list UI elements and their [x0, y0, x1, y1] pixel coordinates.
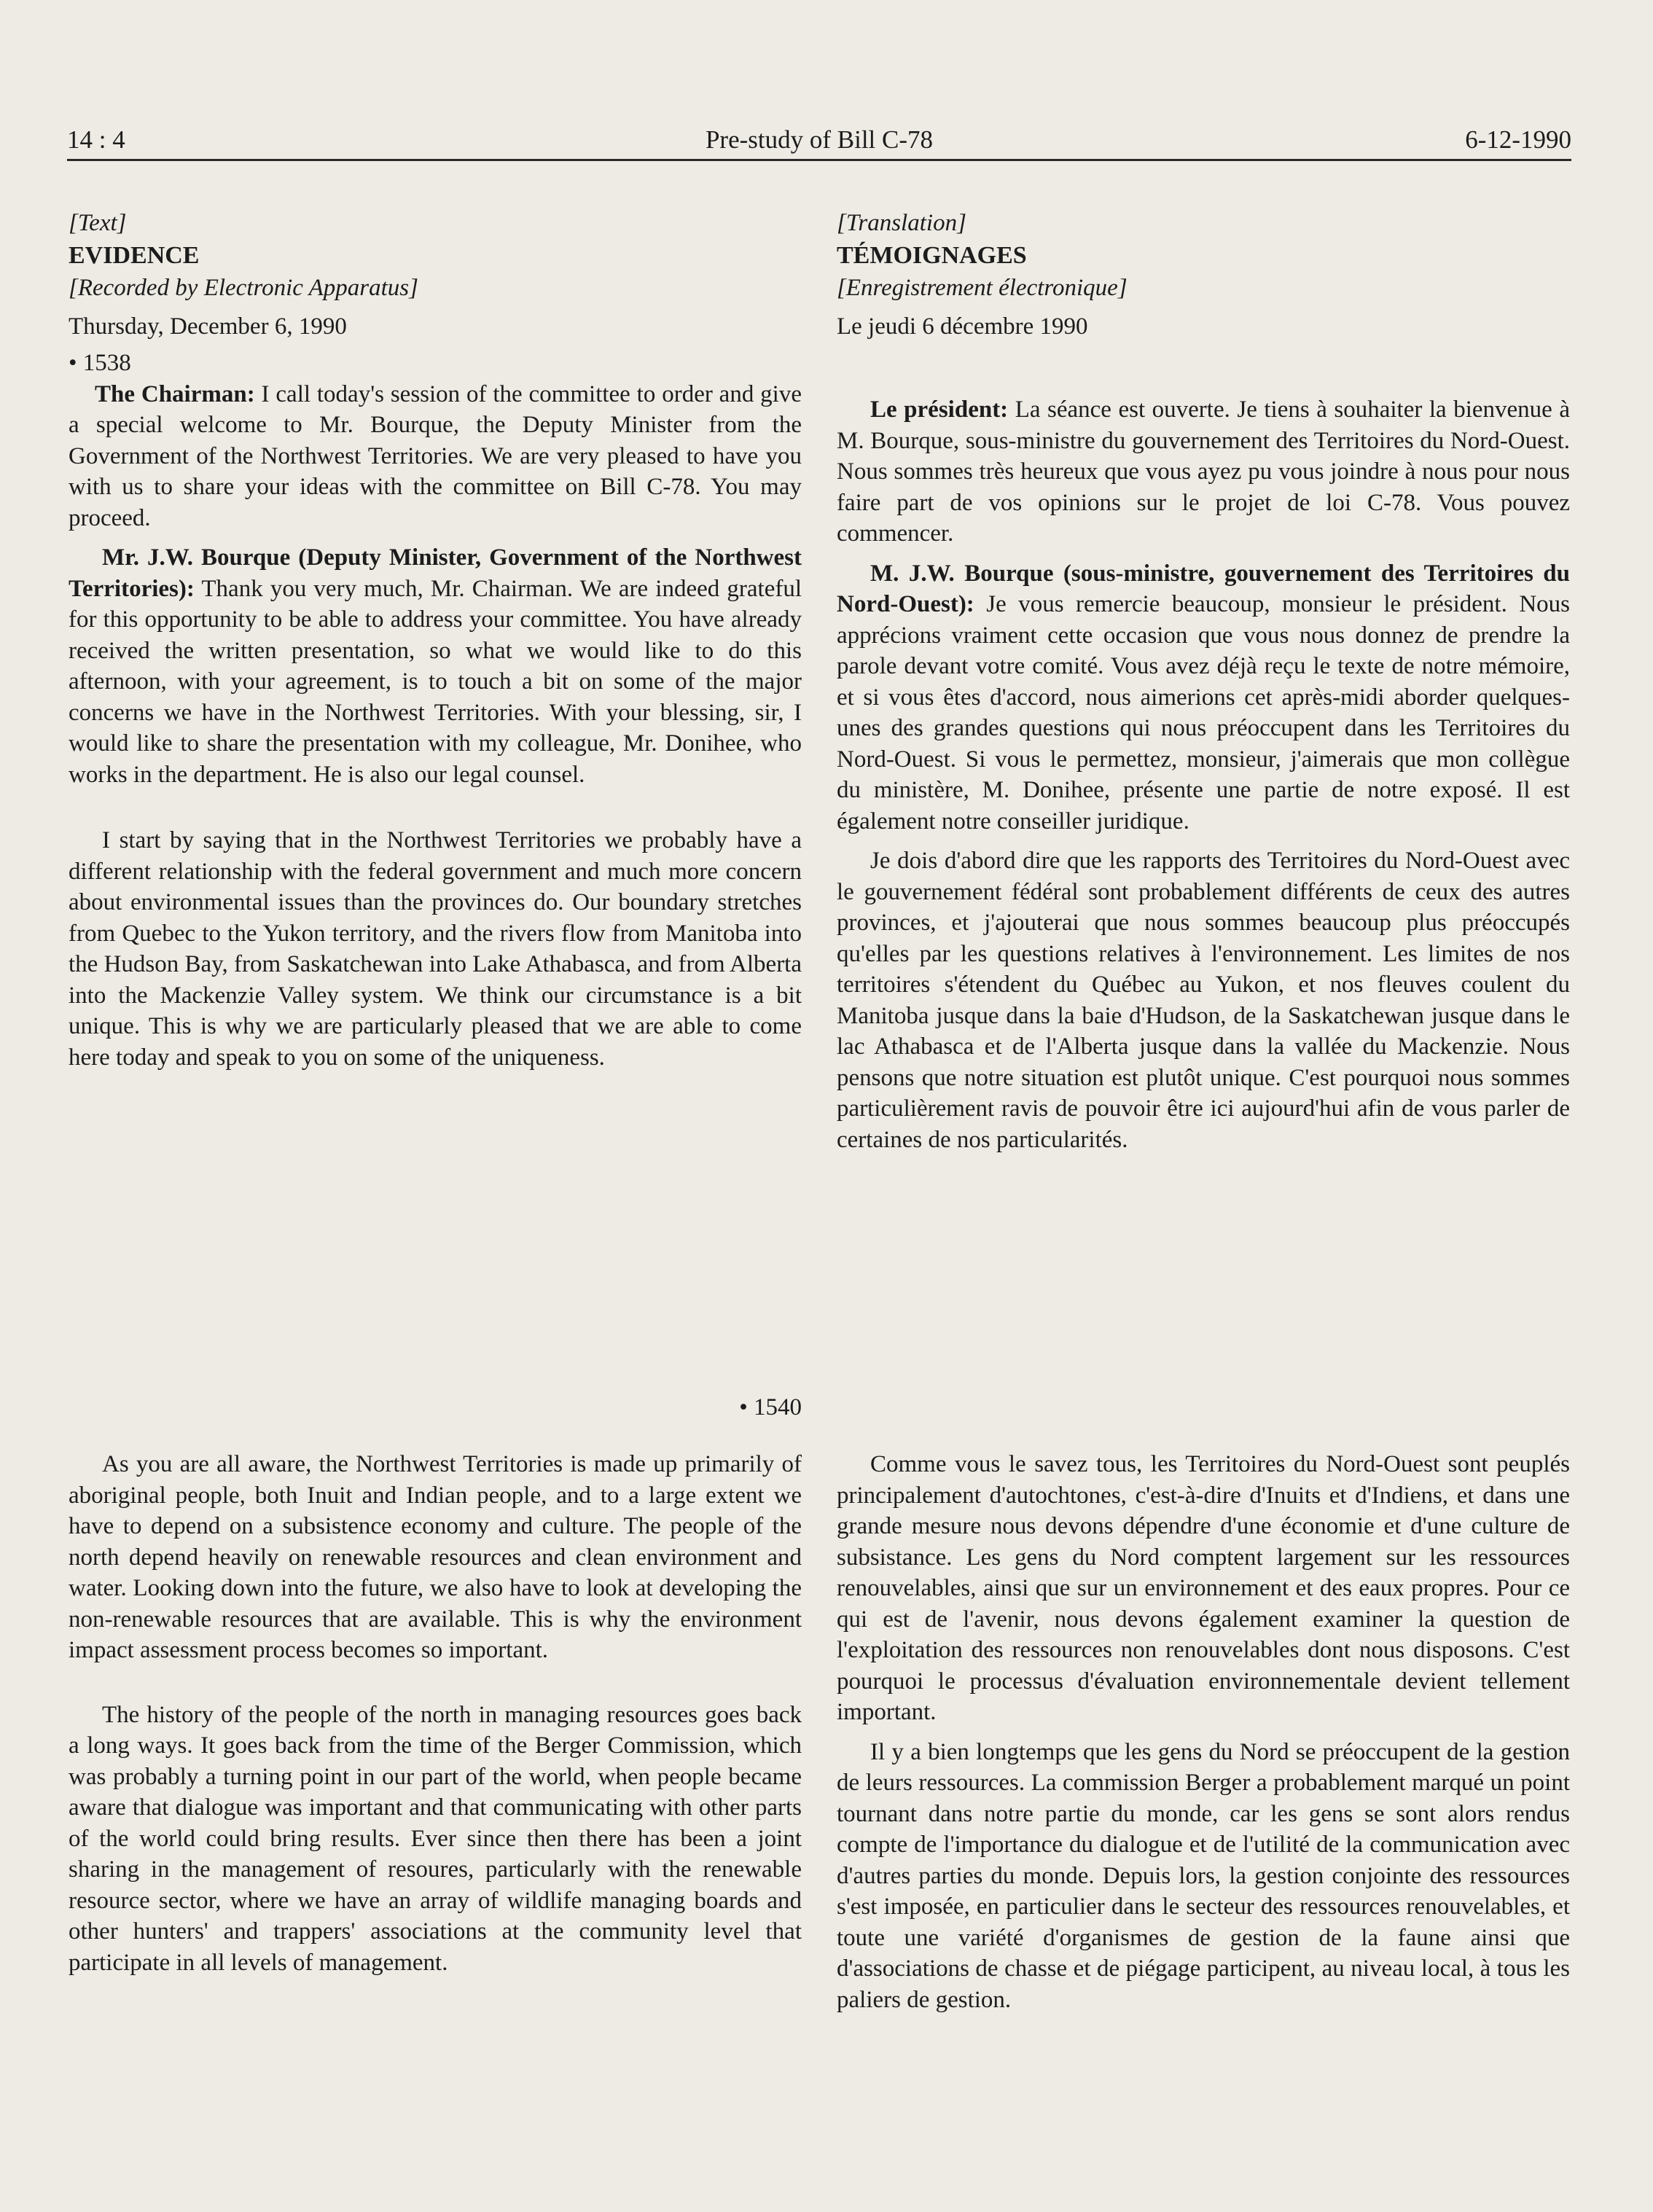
paragraph-text: Thank you very much, Mr. Chairman. We are indeed grateful for this opportunity to be able to address your committee. You have already received the written presentation, so what we would like to do this afternoon, with your agreement, is to touch a bit on some of the major concerns we have in the Northwest Territories. With your blessing, sir, I would like to share the presentation with my colleague, Mr. Donihee, who works in the department. He is also our legal counsel. [69, 575, 802, 788]
time-stamp: • 1540 [739, 1394, 802, 1420]
speaker-name: Le président: [870, 396, 1009, 423]
paragraph [837, 394, 1570, 550]
recorded-note: [Enregistrement électronique] [837, 275, 1128, 301]
french-lower [837, 1449, 1570, 2015]
evidence-heading: EVIDENCE [69, 241, 200, 269]
paragraph [837, 558, 1570, 837]
header-date: 6-12-1990 [1465, 125, 1571, 154]
time-stamp: • 1538 [69, 350, 131, 376]
session-date: Thursday, December 6, 1990 [69, 313, 347, 340]
text-tag: [Translation] [837, 210, 966, 236]
time-stamp-block [69, 1392, 802, 1423]
english-column [69, 208, 802, 1073]
paragraph-text: Je vous remercie beaucoup, monsieur le président. Nous apprécions vraiment cette occasion que vous nous donnez de prendre la parole devant votre comité. Vous avez déjà reçu le texte de notre mémoire, et si vous êtes d'accord, nous aimerions cet après-midi aborder quelques-unes des grandes questions qui nous préoccupent dans les Territoires du Nord-Ouest. Si vous le permettez, monsieur, j'aimerais que mon collègue du ministère, M. Donihee, présente une partie de notre exposé. Il est également notre conseiller juridique. [837, 591, 1570, 835]
paragraph: Comme vous le savez tous, les Territoires du Nord-Ouest sont peuplés principalement d'autochtones, c'est-à-dire d'Inuits et d'Indiens, et dans une grande mesure nous devons dépendre d'une économie et d'une culture de subsistance. Les gens du Nord comptent largement sur les ressources renouvelables, ainsi que sur un environnement et des eaux propres. Pour ce qui est de l'avenir, nous devons également examiner la question de l'exploitation des ressources non renouvelables dont nous disposons. C'est pourquoi le processus d'évaluation environnementale devient tellement important. [837, 1451, 1570, 1725]
paragraph: Il y a bien longtemps que les gens du Nord se préoccupent de la gestion de leurs ressources. La commission Berger a probablement marqué un point tournant dans notre partie du monde, car les gens se sont alors rendus compte de l'importance du dialogue et de l'utilité de la communication avec d'autres parties du monde. Depuis lors, la gestion conjointe des ressources s'est imposée, en particulier dans le secteur des ressources renouvelables, et toute une variété d'organismes de gestion de la faune ainsi que d'associations de chasse et de piégage participent, au niveau local, à tous les paliers de gestion. [837, 1738, 1570, 2013]
temoignages-heading: TÉMOIGNAGES [837, 241, 1027, 269]
page-number: 14 : 4 [67, 125, 125, 154]
paragraph-text: La séance est ouverte. Je tiens à souhaiter la bienvenue à M. Bourque, sous-ministre du gouvernement des Territoires du Nord-Ouest. Nous sommes très heureux que vous ayez pu vous joindre à nous pour nous faire part de vos opinions sur le projet de loi C-78. Vous pouvez commencer. [837, 396, 1570, 547]
paragraph-text: I call today's session of the committee to order and give a special welcome to Mr. Bourque, the Deputy Minister from the Government of the Northwest Territories. We are very pleased to have you with us to share your ideas with the committee on Bill C-78. You may proceed. [69, 380, 802, 531]
page-header [67, 117, 1571, 161]
speaker-name: Mr. J.W. Bourque (Deputy Minister, Government of the Northwest Territories): [69, 544, 802, 602]
paragraph: Je dois d'abord dire que les rapports des Territoires du Nord-Ouest avec le gouvernement fédéral sont probablement différents de ceux des autres provinces, et j'ajouterai que nous sommes beaucoup plus préoccupés qu'elles par les questions relatives à l'environnement. Les limites de nos territoires s'étendent du Québec au Yukon, et nos fleuves coulent du Manitoba jusque dans la baie d'Hudson, de la Saskatchewan jusque dans le lac Athabasca et de l'Alberta jusque dans la vallée du Mackenzie. Nous pensons que notre situation est plutôt unique. C'est pourquoi nous sommes particulièrement ravis de pouvoir être ici aujourd'hui afin de vous parler de certaines de nos particularités. [837, 848, 1570, 1153]
speaker-name: The Chairman: [95, 380, 255, 407]
french-column [837, 208, 1570, 1155]
text-tag: [Text] [69, 210, 127, 236]
speaker-name: M. J.W. Bourque (sous-ministre, gouvernement des Territoires du Nord-Ouest): [837, 560, 1570, 617]
recorded-note: [Recorded by Electronic Apparatus] [69, 275, 418, 301]
paragraph: I start by saying that in the Northwest Territories we probably have a different relationship with the federal government and much more concern about environmental issues than the provinces do. Our boundary stretches from Quebec to the Yukon territory, and the rivers flow from Manitoba into the Hudson Bay, from Saskatchewan into Lake Athabasca, and from Alberta into the Mackenzie Valley system. We think our circumstance is a bit unique. This is why we are particularly pleased that we are able to come here today and speak to you on some of the uniqueness. [69, 827, 802, 1071]
paragraph [69, 542, 802, 790]
running-title: Pre-study of Bill C-78 [705, 125, 934, 154]
session-date: Le jeudi 6 décembre 1990 [837, 313, 1088, 340]
paragraph: The history of the people of the north in managing resources goes back a long ways. It goes back from the time of the Berger Commission, which was probably a turning point in our part of the world, when people became aware that dialogue was important and that communicating with other parts of the world could bring results. Ever since then there has been a joint sharing in the management of resoures, particularly with the renewable resource sector, where we have an array of wildlife managing boards and other hunters' and trappers' associations at the community level that participate in all levels of management. [69, 1701, 802, 1976]
english-lower [69, 1449, 802, 1978]
paragraph: As you are all aware, the Northwest Territories is made up primarily of aboriginal people, both Inuit and Indian people, and to a large extent we have to depend on a subsistence economy and culture. The people of the north depend heavily on renewable resources and clean environment and water. Looking down into the future, we also have to look at developing the non-renewable resources that are available. This is why the environment impact assessment process becomes so important. [69, 1451, 802, 1663]
paragraph [69, 379, 802, 534]
